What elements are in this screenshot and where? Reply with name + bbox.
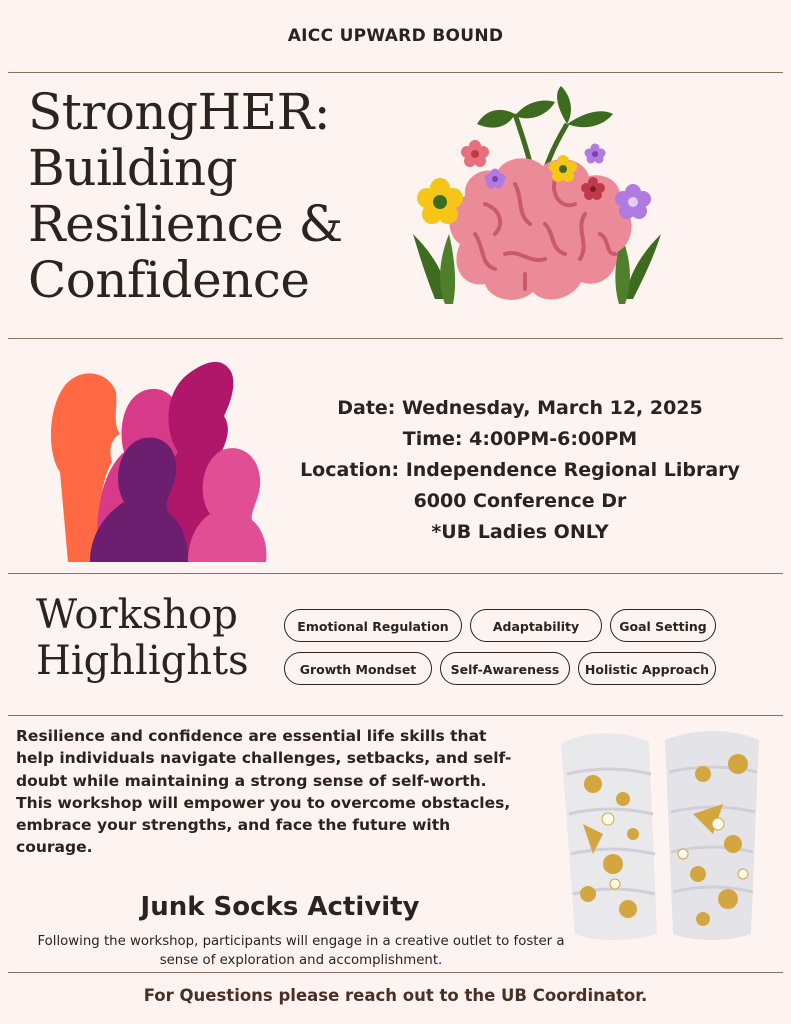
divider-5: [8, 972, 783, 973]
event-time: Time: 4:00PM-6:00PM: [402, 428, 638, 450]
activity-description: Following the workshop, participants will engage in a creative outlet to foster a sense of exploration and accomplishment.: [37, 934, 565, 968]
contact-footer: For Questions please reach out to the UB Coordinator.: [143, 986, 648, 1005]
title-line-3: Resilience &: [28, 195, 343, 253]
event-date: Date: Wednesday, March 12, 2025: [337, 397, 703, 419]
highlight-pill: Goal Setting: [610, 609, 716, 642]
event-location: Location: Independence Regional Library: [300, 459, 740, 481]
highlight-pill: Self-Awareness: [440, 652, 570, 685]
event-address: 6000 Conference Dr: [413, 490, 627, 512]
event-details: [280, 393, 760, 548]
title-line-2: Building: [28, 139, 238, 197]
highlight-pill: Growth Mondset: [284, 652, 432, 685]
title-line-4: Confidence: [28, 251, 310, 309]
title-line-1: StrongHER:: [28, 83, 331, 141]
women-silhouettes-illustration: [38, 352, 268, 562]
highlight-pill: Emotional Regulation: [284, 609, 462, 642]
highlight-pill: Holistic Approach: [578, 652, 716, 685]
highlight-pill: Adaptability: [470, 609, 602, 642]
divider-4: [8, 715, 783, 716]
highlights-title-line-2: Highlights: [36, 638, 249, 684]
divider-3: [8, 573, 783, 574]
organization-name: AICC UPWARD BOUND: [287, 26, 504, 46]
event-title: [28, 84, 388, 308]
highlights-title-line-1: Workshop: [36, 592, 238, 638]
brain-flowers-illustration: [405, 84, 670, 329]
highlights-title: [36, 592, 276, 684]
divider-2: [8, 338, 783, 339]
activity-title: Junk Socks Activity: [140, 892, 420, 922]
workshop-description: Resilience and confidence are essential life skills that help individuals navigate challenges, setbacks, and self-doubt while maintaining a strong sense of self-worth. This workshop will empower you to overcome obstacles, embrace your strengths, and face the future with courage.: [16, 727, 512, 857]
divider-1: [8, 72, 783, 73]
junk-socks-photo: [553, 724, 775, 942]
event-note: *UB Ladies ONLY: [431, 521, 609, 543]
